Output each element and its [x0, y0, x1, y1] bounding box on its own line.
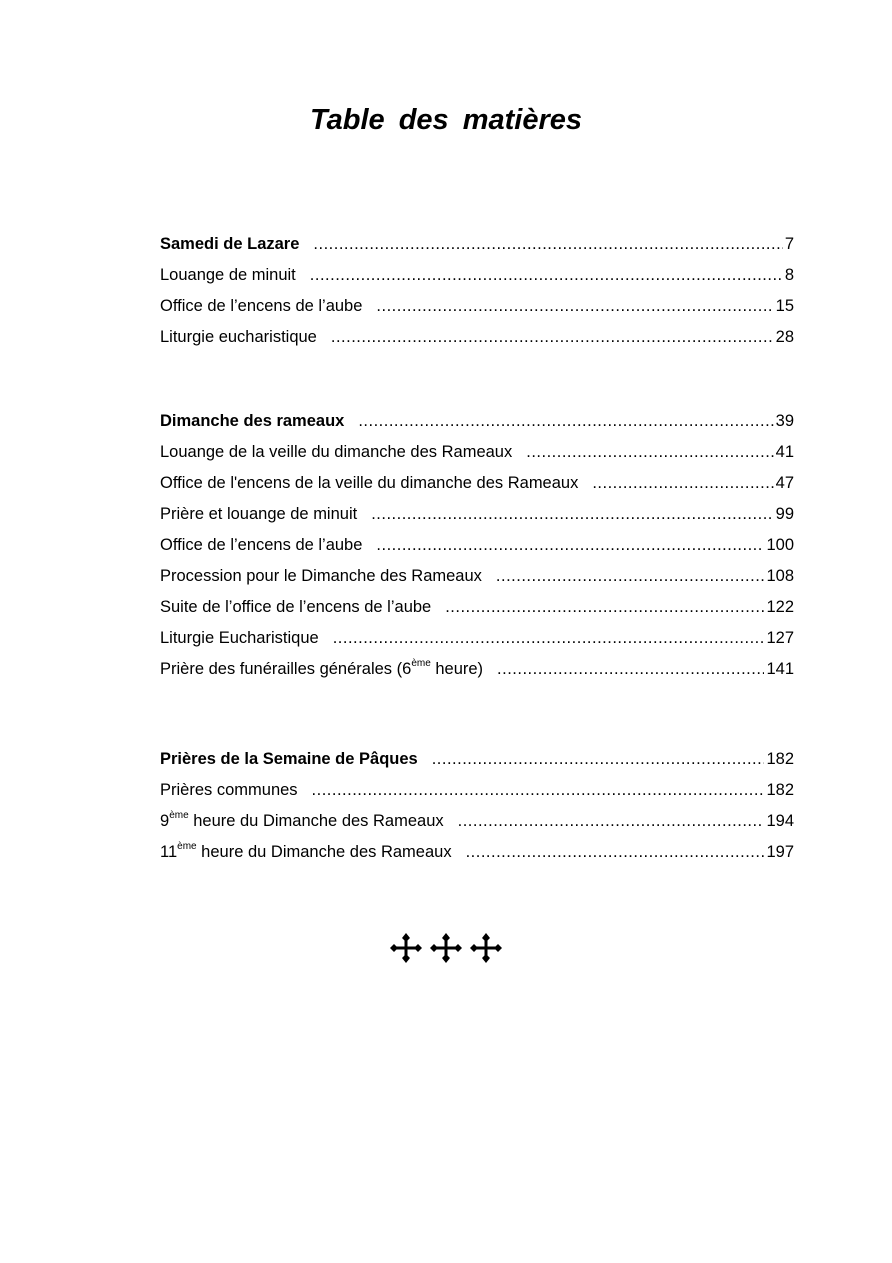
toc-entry[interactable] [160, 322, 794, 353]
toc-entry-label: Louange de la veille du dimanche des Rameaux [160, 443, 513, 461]
toc-page-number: 194 [766, 812, 794, 830]
coptic-cross-icon [429, 932, 463, 964]
toc-page-number: 99 [775, 505, 794, 523]
toc-entry-label: Prière et louange de minuit [160, 505, 358, 523]
toc-leader-dots [526, 437, 773, 468]
toc-entry-label: Suite de l’office de l’encens de l’aube [160, 598, 432, 616]
toc-page-number: 39 [775, 412, 794, 430]
toc-entry-label: Prières communes [160, 781, 298, 799]
page-title: Table des matières [309, 104, 583, 136]
toc-page-number: 41 [775, 443, 794, 461]
label-text: heure du Dimanche des Rameaux [196, 843, 452, 861]
toc-page-number: 141 [766, 660, 794, 678]
toc-entry-label [160, 837, 466, 868]
toc-entry[interactable] [160, 530, 794, 561]
toc-leader-dots [312, 775, 765, 806]
toc-page-number: 8 [784, 266, 794, 284]
toc-leader-dots [371, 499, 773, 530]
toc-entry[interactable] [160, 468, 794, 499]
toc-entry-label: Louange de minuit [160, 266, 296, 284]
ordinal-superscript: ème [169, 809, 189, 821]
toc-page-number: 7 [784, 235, 794, 253]
toc-leader-dots [376, 291, 773, 322]
toc-heading-label: Prières de la Semaine de Pâques [160, 750, 418, 768]
toc-leader-dots [592, 468, 773, 499]
toc-entry[interactable] [160, 837, 794, 868]
toc-page-number: 28 [775, 328, 794, 346]
toc-section-semaine-de-paques [160, 744, 794, 868]
toc-entry[interactable] [160, 592, 794, 623]
toc-heading[interactable] [160, 229, 794, 260]
toc-page-number: 15 [775, 297, 794, 315]
toc-entry[interactable] [160, 561, 794, 592]
toc-entry-label: Liturgie Eucharistique [160, 629, 319, 647]
toc-entry[interactable] [160, 437, 794, 468]
toc-leader-dots [445, 592, 764, 623]
toc-leader-dots [310, 260, 783, 291]
toc-section-samedi-de-lazare [160, 229, 794, 353]
toc-page-number: 108 [766, 567, 794, 585]
label-text: 11 [160, 843, 178, 861]
toc-heading[interactable] [160, 406, 794, 437]
toc-section-dimanche-des-rameaux [160, 406, 794, 685]
toc-leader-dots [376, 530, 764, 561]
toc-leader-dots [432, 744, 765, 775]
toc-leader-dots [497, 654, 764, 685]
toc-heading[interactable] [160, 744, 794, 775]
toc-entry[interactable] [160, 260, 794, 291]
toc-entry-label [160, 806, 458, 837]
coptic-cross-icon [389, 932, 423, 964]
ornament-divider [0, 932, 892, 964]
label-text: Prière des funérailles générales (6 [160, 660, 412, 678]
toc-entry[interactable] [160, 623, 794, 654]
toc-entry[interactable] [160, 499, 794, 530]
toc-page-number: 197 [766, 843, 794, 861]
toc-leader-dots [458, 806, 765, 837]
toc-leader-dots [496, 561, 765, 592]
toc-entry-label: Office de l’encens de l’aube [160, 536, 363, 554]
toc-page-number: 182 [766, 781, 794, 799]
toc-entry-label: Liturgie eucharistique [160, 328, 317, 346]
toc-leader-dots [358, 406, 773, 437]
label-text: heure) [430, 660, 484, 678]
toc-page-number: 122 [766, 598, 794, 616]
toc-leader-dots [466, 837, 765, 868]
toc-entry[interactable] [160, 775, 794, 806]
toc-page-number: 182 [766, 750, 794, 768]
toc-leader-dots [333, 623, 765, 654]
toc-leader-dots [313, 229, 782, 260]
toc-entry-label: Office de l’encens de l’aube [160, 297, 363, 315]
toc-entry-label [160, 654, 497, 685]
toc-entry[interactable] [160, 654, 794, 685]
ordinal-superscript: ème [411, 657, 431, 669]
label-text: heure du Dimanche des Rameaux [188, 812, 444, 830]
toc-page-number: 47 [775, 474, 794, 492]
toc-heading-label: Samedi de Lazare [160, 235, 300, 253]
ordinal-superscript: ème [177, 840, 197, 852]
toc-page-number: 100 [766, 536, 794, 554]
toc-leader-dots [331, 322, 774, 353]
toc-page-number: 127 [766, 629, 794, 647]
coptic-cross-icon [469, 932, 503, 964]
label-text: 9 [160, 812, 170, 830]
toc-heading-label: Dimanche des rameaux [160, 412, 345, 430]
toc-entry-label: Office de l'encens de la veille du dimanche des Rameaux [160, 474, 579, 492]
toc-entry-label: Procession pour le Dimanche des Rameaux [160, 567, 482, 585]
toc-entry[interactable] [160, 806, 794, 837]
toc-entry[interactable] [160, 291, 794, 322]
